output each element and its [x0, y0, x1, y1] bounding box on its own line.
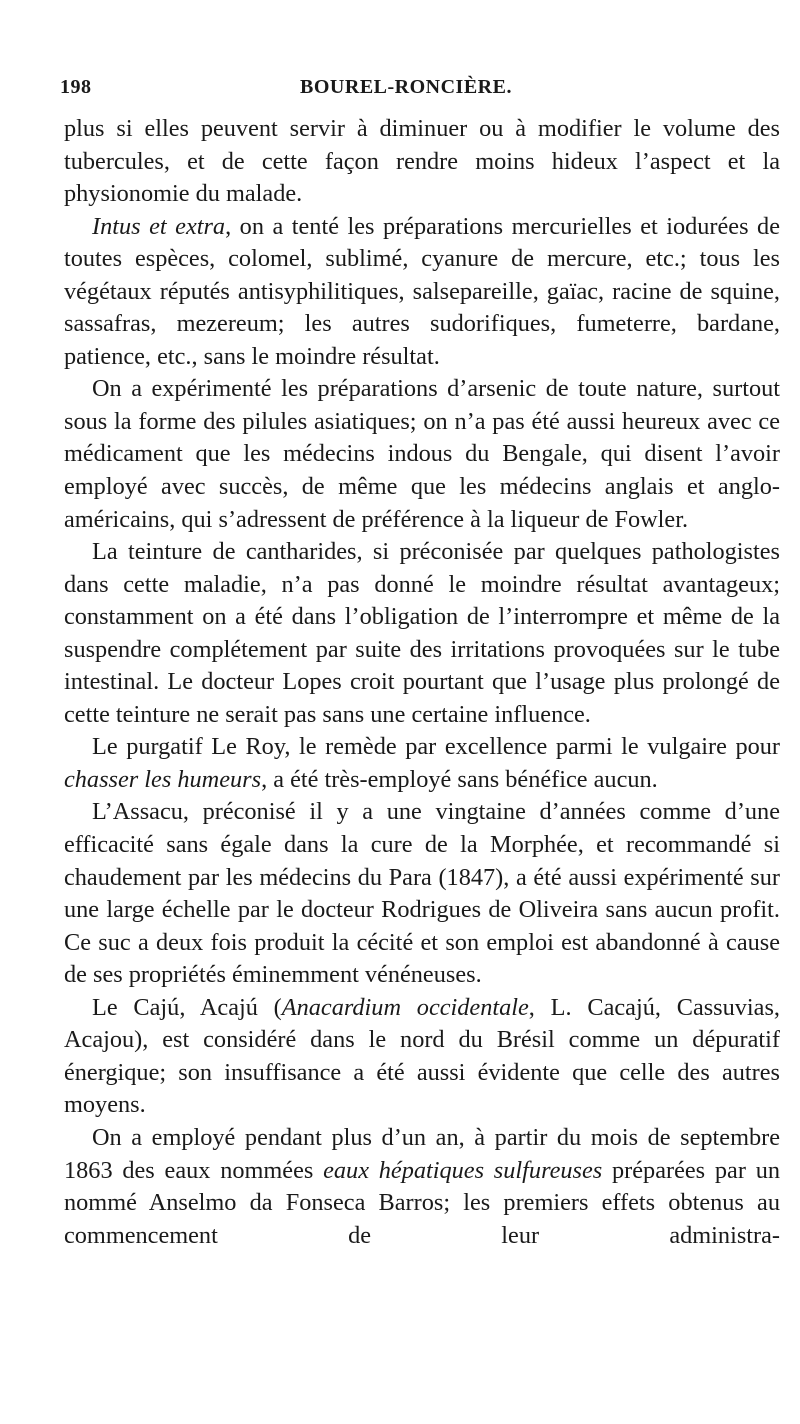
text-run: , on a tenté les préparations mercurielles et iodurées de toutes espèces, colomel, sublimé, cyanure de mercure, etc.; tous les végétaux réputés antisyphilitiques, salsepareille, gaïac, racine de squine, sassafras, mezereum; les autres sudorifiques, fumeterre, bardane, patience, etc., sans le moindre résultat. — [64, 212, 780, 370]
paragraph — [64, 731, 780, 796]
paragraph — [64, 113, 780, 211]
paragraph — [64, 536, 780, 731]
text-run: préparées par un nommé Anselmo da Fonseca Barros; les premiers effets obtenus au commencement de leur administra- — [64, 1156, 780, 1249]
text-run: On a expérimenté les préparations d’arsenic de toute nature, surtout sous la forme des pilules asiatiques; on n’a pas été aussi heureux avec ce médicament que les médecins indous du Bengale, qui disent l’avoir employé avec succès, de même que les médecins anglais et anglo-américains, qui s’adressent de préférence à la liqueur de Fowler. — [64, 375, 780, 533]
italic-run: Intus et extra — [92, 212, 226, 240]
text-run: plus si elles peuvent servir à diminuer ou à modifier le volume des tubercules, et de cette façon rendre moins hideux l’aspect et la physionomie du malade. — [64, 115, 780, 208]
paragraph — [64, 992, 780, 1122]
text-run: Le Cajú, Acajú ( — [92, 993, 282, 1021]
paragraph — [64, 211, 780, 374]
italic-run: eaux hépatiques sulfureuses — [323, 1156, 603, 1184]
italic-run: Anacardium occidentale — [281, 993, 529, 1021]
page-number: 198 — [60, 76, 92, 98]
text-run: La teinture de cantharides, si préconisée par quelques pathologistes dans cette maladie, n’a pas donné le moindre résultat avantageux; constamment on a été dans l’obligation de l’interrompre et même de la suspendre complétement par suite des irritations provoquées sur le tube intestinal. Le docteur Lopes croit pourtant que l’usage plus prolongé de cette teinture ne serait pas sans une certaine influence. — [64, 538, 780, 728]
paragraph — [64, 1122, 780, 1252]
paragraph — [64, 796, 780, 991]
text-run: , L. Cacajú, Cassuvias, Acajou), est considéré dans le nord du Brésil comme un dépuratif énergique; son insuffisance a été aussi évidente que celle des autres moyens. — [64, 993, 780, 1119]
text-run: On a employé pendant plus d’un an, à partir du mois de septembre 1863 des eaux nommées — [64, 1123, 780, 1184]
paragraph — [64, 373, 780, 536]
italic-run: chasser les humeurs — [64, 765, 262, 793]
text-run: Le purgatif Le Roy, le remède par excellence parmi le vulgaire pour — [92, 733, 780, 761]
running-title: BOUREL-RONCIÈRE. — [300, 76, 512, 98]
text-run: , a été très-employé sans bénéfice aucun. — [261, 765, 658, 793]
page-header — [60, 76, 752, 108]
text-run: L’Assacu, préconisé il y a une vingtaine d’années comme d’une efficacité sans égale dans la cure de la Morphée, et recommandé si chaudement par les médecins du Para (1847), a été aussi expérimenté sur une large échelle par le docteur Rodrigues de Oliveira sans aucun profit. Ce suc a deux fois produit la cécité et son emploi est abandonné à cause de ses propriétés éminemment vénéneuses. — [64, 798, 780, 989]
body-text — [64, 113, 780, 1252]
